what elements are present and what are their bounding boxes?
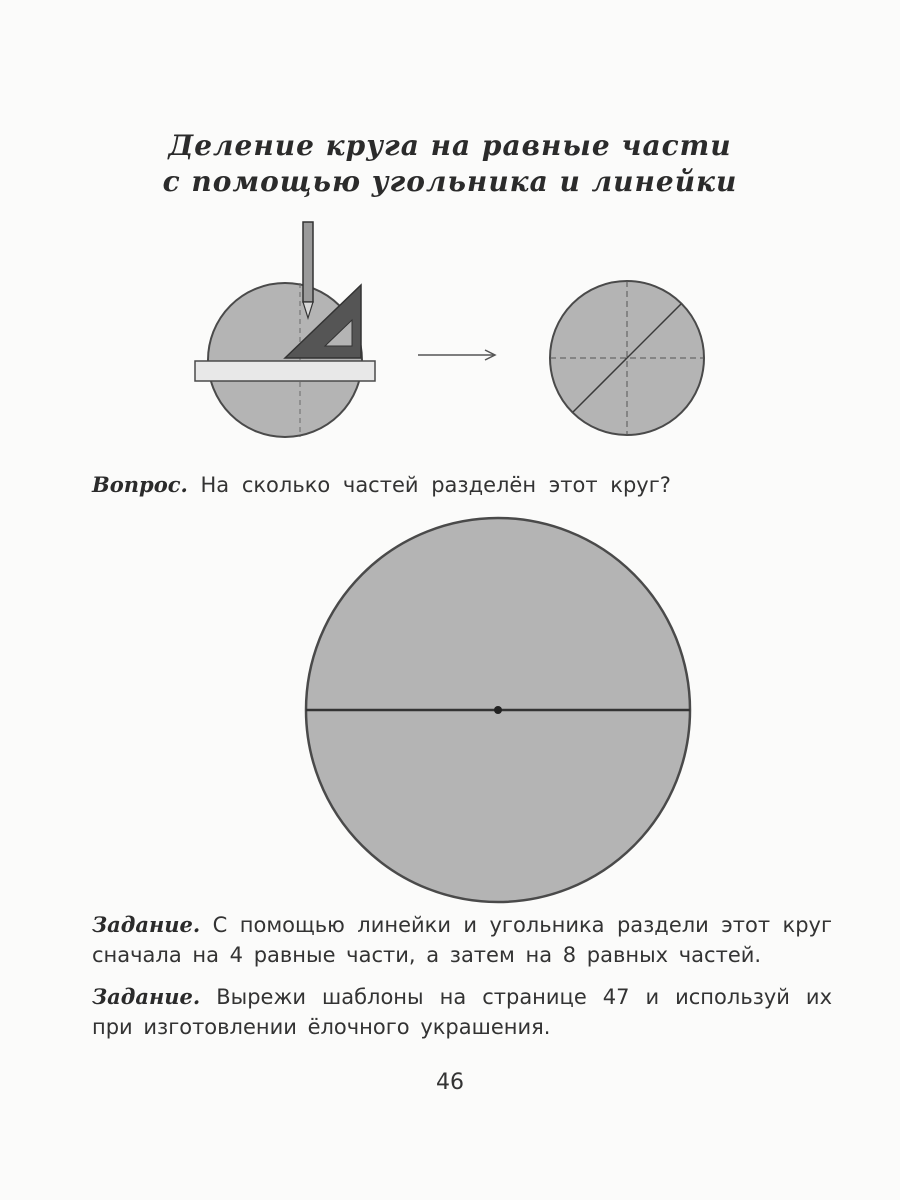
task-1-lead: Задание.	[92, 912, 201, 937]
page-title	[0, 128, 900, 200]
task-2-lead: Задание.	[92, 984, 201, 1009]
right-circle-diagonal	[573, 304, 681, 412]
page-number: 46	[436, 1070, 464, 1095]
set-square-hole	[325, 320, 352, 346]
title-line-2: с помощью угольника и линейки	[162, 165, 738, 198]
left-circle	[208, 283, 362, 437]
task-2-body: Вырежи шаблоны на странице 47 и используй их при изготовлении ёлочного украшения.	[92, 985, 832, 1039]
title-line-1: Деление круга на равные части	[168, 129, 732, 162]
task-2	[92, 982, 832, 1042]
question-lead: Вопрос.	[92, 472, 188, 497]
big-circle-center	[494, 706, 502, 714]
set-square	[285, 285, 361, 358]
pencil-tip	[303, 302, 313, 318]
big-circle-figure	[306, 518, 690, 902]
arrow	[418, 350, 495, 360]
question-body: На сколько частей разделён этот круг?	[187, 473, 671, 497]
big-circle	[306, 518, 690, 902]
task-1	[92, 910, 832, 970]
ruler	[195, 361, 375, 381]
task-1-body: С помощью линейки и угольника раздели этот круг сначала на 4 равные части, а затем на 8 равных частей.	[92, 913, 832, 967]
question-text	[92, 470, 812, 500]
left-circle-figure	[195, 222, 375, 437]
right-circle-figure	[550, 281, 704, 435]
pencil-body	[303, 222, 313, 302]
right-circle	[550, 281, 704, 435]
